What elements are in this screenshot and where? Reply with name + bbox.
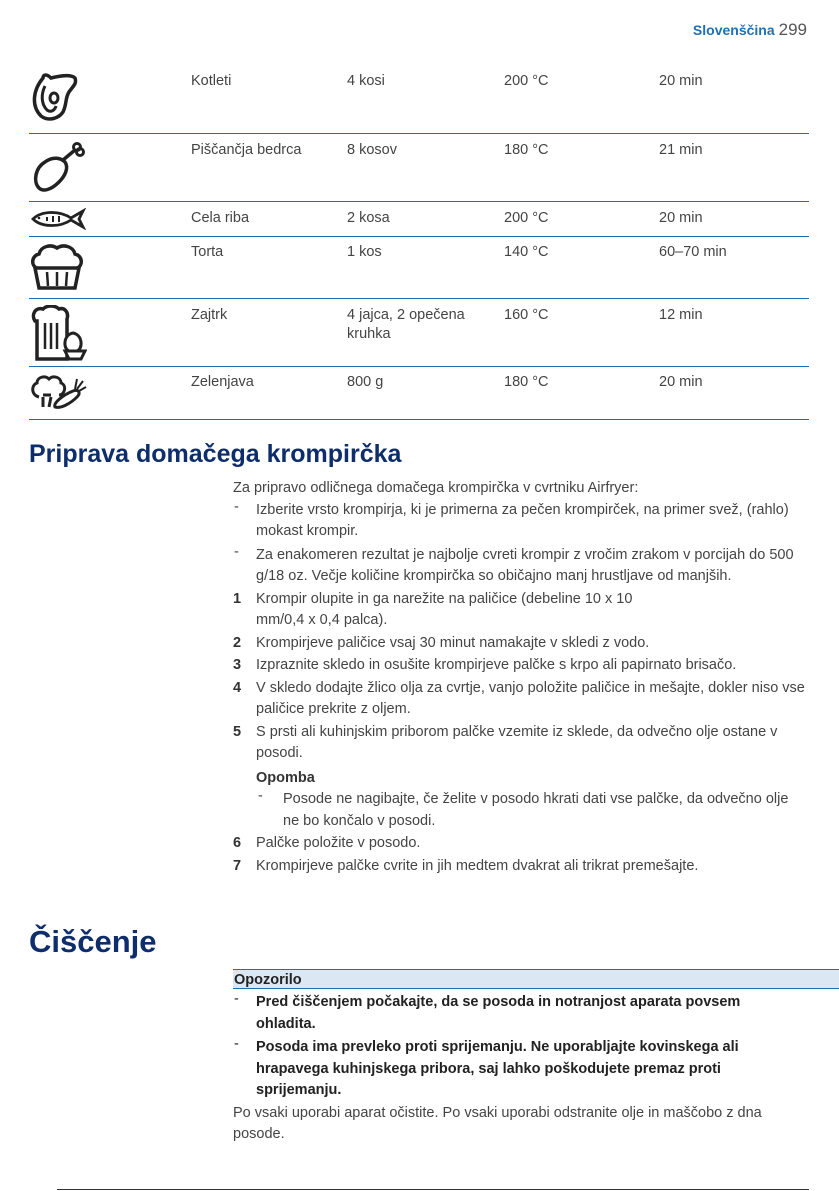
step-item — [233, 856, 808, 878]
table-row — [29, 202, 809, 237]
meat-chop-icon — [29, 70, 79, 122]
bullet-text: Izberite vrsto krompirja, ki je primerna za pečen krompirček, na primer svež, (rahlo) mokast krompir. — [256, 501, 789, 539]
breakfast-icon — [29, 305, 87, 361]
temperature: 180 °C — [504, 374, 549, 390]
table-row — [29, 367, 809, 420]
step-number: 6 — [233, 835, 242, 851]
step-item — [233, 633, 808, 655]
step-number: 5 — [233, 723, 242, 740]
amount: 2 kosa — [347, 210, 390, 226]
food-name: Zelenjava — [191, 374, 254, 390]
step-text: Krompir olupite in ga narežite na paličice (debeline 10 x 10 mm/0,4 x 0,4 palca). — [256, 590, 633, 628]
warning-title: Opozorilo — [233, 969, 839, 989]
page-number: 299 — [778, 20, 807, 39]
fish-icon — [29, 208, 87, 230]
muffin-icon — [29, 242, 85, 292]
step-text: Izpraznite skledo in osušite krompirjeve palčke s krpo ali papirnato brisačo. — [256, 657, 737, 673]
cooking-table — [29, 60, 809, 420]
amount: 800 g — [347, 374, 384, 390]
table-row — [29, 237, 809, 299]
fries-intro: Za pripravo odličnega domačega krompirčka v cvrtniku Airfryer: — [233, 480, 639, 496]
table-row — [29, 134, 809, 202]
temperature: 160 °C — [504, 307, 549, 323]
list-item: - Za enakomeren rezultat je najbolje cvreti krompir z vročim zrakom v porcijah do 500 g/18 oz. Večje količine krompirčka so običajno manj hrustljave od manjših. — [234, 543, 794, 584]
bullet-text: Za enakomeren rezultat je najbolje cvreti krompir z vročim zrakom v porcijah do 500 g/18 oz. Večje količine krompirčka so običajno manj hrustljave od manjših. — [256, 546, 794, 584]
step-number: 7 — [233, 857, 242, 874]
footer-divider — [57, 1189, 809, 1190]
warning-text: Posoda ima prevleko proti sprijemanju. Ne uporabljajte kovinskega ali hrapavega kuhinjskega pribora, saj lahko poškodujete premaz proti sprijemanju. — [256, 1039, 739, 1098]
cleaning-content — [233, 992, 793, 1146]
amount: 4 jajca, 2 opečena kruhka — [347, 307, 465, 342]
step-text: V skledo dodajte žlico olja za cvrtje, vanjo položite paličice in mešajte, dokler niso vse paličice prekrite z oljem. — [256, 679, 805, 717]
food-name: Zajtrk — [191, 307, 228, 323]
amount: 8 kosov — [347, 142, 397, 158]
cleaning-text: Po vsaki uporabi aparat očistite. Po vsaki uporabi odstranite olje in maščobo z dna posode. — [233, 1104, 762, 1142]
step-number: 2 — [233, 634, 242, 651]
temperature: 200 °C — [504, 73, 549, 89]
warning-text: Pred čiščenjem počakajte, da se posoda in notranjost aparata povsem ohladita. — [256, 994, 741, 1032]
temperature: 140 °C — [504, 244, 549, 260]
list-item: - Posoda ima prevleko proti sprijemanju. Ne uporabljajte kovinskega ali hrapavega kuhinjskega pribora, saj lahko poškodujete premaz proti sprijemanju. — [234, 1036, 739, 1098]
step-item — [233, 722, 808, 765]
vegetables-icon — [29, 373, 87, 411]
chicken-drumstick-icon — [29, 142, 87, 194]
list-item: - Pred čiščenjem počakajte, da se posoda in notranjost aparata povsem ohladita. — [234, 991, 741, 1032]
step-text: S prsti ali kuhinjskim priborom palčke vzemite iz sklede, da odvečno olje ostane v posodi. — [256, 723, 778, 761]
step-number: 1 — [233, 590, 242, 607]
step-item — [233, 589, 808, 632]
note-item: - Posode ne nagibajte, če želite v posodo hkrati dati vse palčke, da odvečno olje ne bo končalo v posodi. — [258, 788, 789, 829]
food-name: Kotleti — [191, 73, 232, 89]
amount: 1 kos — [347, 244, 382, 260]
language-label: Slovenščina — [692, 22, 775, 38]
step-text: Krompirjeve palčke cvrite in jih medtem dvakrat ali trikrat premešajte. — [256, 857, 699, 874]
food-name: Cela riba — [191, 210, 250, 226]
time: 20 min — [659, 374, 703, 390]
temperature: 180 °C — [504, 142, 549, 158]
note-text: Posode ne nagibajte, če želite v posodo hkrati dati vse palčke, da odvečno olje ne bo končalo v posodi. — [283, 791, 789, 829]
list-item: - Izberite vrsto krompirja, ki je primerna za pečen krompirček, na primer svež, (rahlo) mokast krompir. — [234, 498, 789, 539]
time: 21 min — [659, 142, 703, 158]
step-item — [233, 655, 808, 677]
step-item — [233, 833, 808, 855]
section-title-fries: Priprava domačega krompirčka — [29, 440, 402, 468]
time: 20 min — [659, 210, 703, 226]
time: 60–70 min — [659, 244, 727, 260]
step-number: 3 — [233, 657, 242, 673]
step-item — [233, 678, 808, 721]
time: 12 min — [659, 307, 703, 323]
note-title: Opomba — [256, 769, 315, 786]
page-header — [693, 20, 807, 40]
step-number: 4 — [233, 679, 242, 696]
section-title-cleaning: Čiščenje — [29, 924, 157, 959]
table-row — [29, 299, 809, 367]
time: 20 min — [659, 73, 703, 89]
food-name: Piščančja bedrca — [191, 142, 302, 158]
step-text: Krompirjeve paličice vsaj 30 minut namakajte v skledi z vodo. — [256, 634, 650, 651]
temperature: 200 °C — [504, 210, 549, 226]
table-row — [29, 60, 809, 134]
fries-content — [233, 478, 808, 877]
food-name: Torta — [191, 244, 224, 260]
step-text: Palčke položite v posodo. — [256, 835, 421, 851]
amount: 4 kosi — [347, 73, 385, 89]
